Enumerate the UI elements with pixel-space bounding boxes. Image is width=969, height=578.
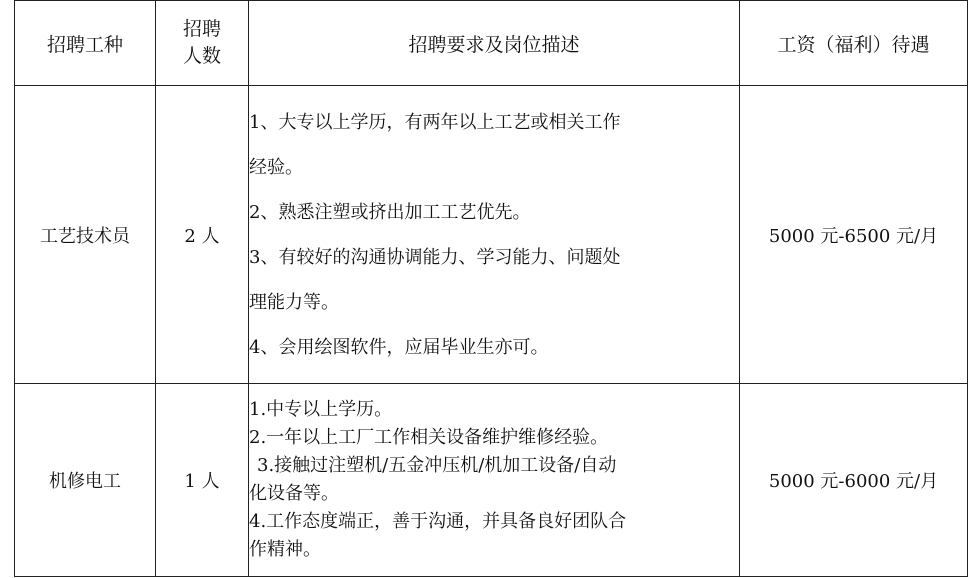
requirement-line: 4.工作态度端正，善于沟通，并具备良好团队合 bbox=[249, 511, 627, 532]
header-row bbox=[15, 1, 968, 86]
header-requirements: 招聘要求及岗位描述 bbox=[249, 1, 740, 86]
header-job-type: 招聘工种 bbox=[15, 1, 156, 86]
requirement-line: 2、熟悉注塑或挤出加工工艺优先。 bbox=[249, 201, 531, 223]
requirements-cell bbox=[249, 86, 740, 384]
job-type-cell: 工艺技术员 bbox=[15, 86, 156, 384]
requirement-line: 1.中专以上学历。 bbox=[249, 399, 393, 420]
requirement-line: 理能力等。 bbox=[249, 291, 339, 313]
header-headcount-line2: 人数 bbox=[182, 45, 221, 67]
header-headcount bbox=[156, 1, 249, 86]
requirements-cell bbox=[249, 384, 740, 577]
requirement-line: 作精神。 bbox=[249, 539, 321, 560]
requirement-line: 1、大专以上学历，有两年以上工艺或相关工作 bbox=[249, 111, 621, 133]
header-headcount-line1: 招聘 bbox=[182, 18, 221, 40]
requirement-line: 3、有较好的沟通协调能力、学习能力、问题处 bbox=[249, 246, 621, 268]
header-salary: 工资（福利）待遇 bbox=[740, 1, 968, 86]
job-type-cell: 机修电工 bbox=[15, 384, 156, 577]
requirement-line: 3.接触过注塑机/五金冲压机/机加工设备/自动 bbox=[257, 455, 617, 476]
requirement-line: 4、会用绘图软件，应届毕业生亦可。 bbox=[249, 336, 549, 358]
headcount-cell: 2 人 bbox=[156, 86, 249, 384]
headcount-cell: 1 人 bbox=[156, 384, 249, 577]
requirement-line: 经验。 bbox=[249, 156, 303, 178]
salary-cell: 5000 元-6500 元/月 bbox=[740, 86, 968, 384]
table-row bbox=[15, 384, 968, 577]
requirement-line: 2.一年以上工厂工作相关设备维护维修经验。 bbox=[249, 427, 609, 448]
recruitment-table bbox=[14, 0, 968, 577]
table-row bbox=[15, 86, 968, 384]
salary-cell: 5000 元-6000 元/月 bbox=[740, 384, 968, 577]
requirement-line: 化设备等。 bbox=[249, 483, 339, 504]
